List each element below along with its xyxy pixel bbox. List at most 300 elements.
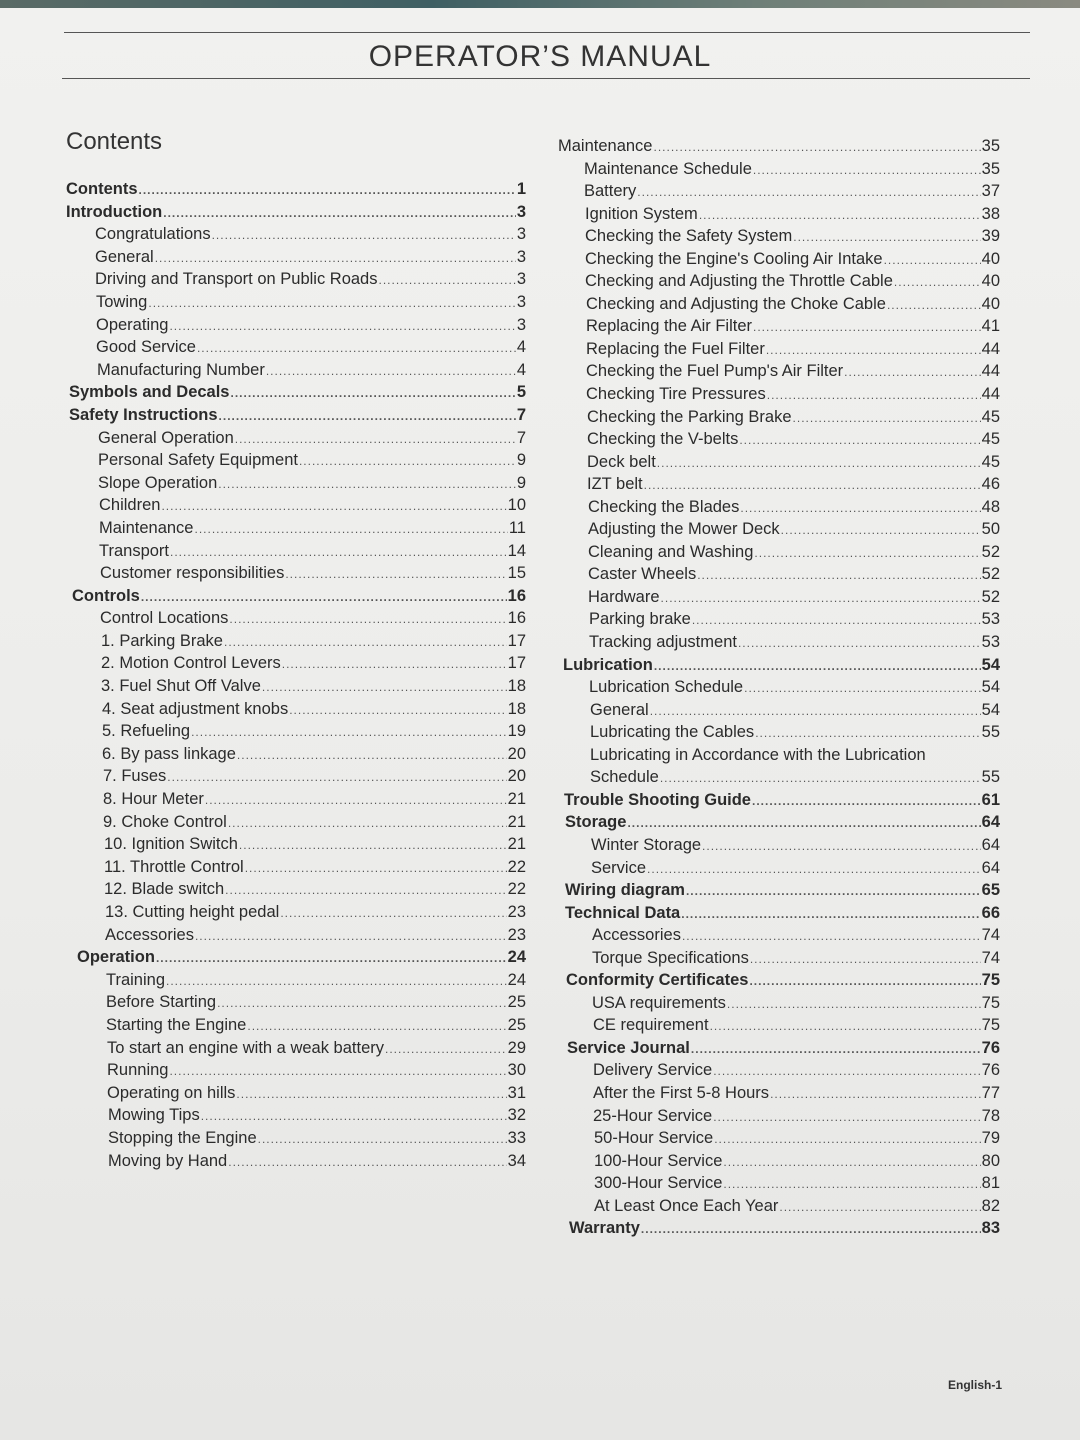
toc-entry-page: 44 bbox=[981, 385, 1000, 404]
toc-entry-title: Wiring diagram bbox=[565, 881, 685, 900]
toc-dot-leader bbox=[239, 838, 507, 852]
toc-dot-leader bbox=[691, 1042, 981, 1056]
toc-dot-leader bbox=[225, 883, 506, 897]
toc-entry bbox=[558, 475, 1000, 498]
toc-entry bbox=[66, 564, 526, 587]
toc-entry bbox=[558, 926, 1000, 949]
toc-entry-page: 22 bbox=[507, 857, 526, 876]
toc-entry-title: Checking the V-belts bbox=[587, 430, 739, 449]
toc-dot-leader bbox=[653, 140, 980, 154]
toc-entry-title: Warranty bbox=[569, 1219, 640, 1238]
toc-entry-title: Maintenance bbox=[99, 518, 194, 537]
toc-entry-title: 50-Hour Service bbox=[594, 1129, 714, 1148]
toc-entry bbox=[66, 1061, 526, 1084]
toc-dot-leader bbox=[148, 296, 515, 310]
toc-entry bbox=[66, 248, 526, 271]
toc-entry-title: Introduction bbox=[66, 202, 163, 221]
toc-entry bbox=[558, 836, 1000, 859]
toc-entry bbox=[66, 813, 526, 836]
toc-entry-page: 48 bbox=[981, 497, 1000, 516]
toc-entry bbox=[558, 250, 1000, 273]
toc-entry-page: 1 bbox=[516, 180, 526, 198]
toc-entry-title: Checking and Adjusting the Choke Cable bbox=[586, 294, 886, 313]
toc-entry-page: 30 bbox=[507, 1061, 526, 1080]
toc-entry-page: 25 bbox=[507, 993, 526, 1012]
toc-entry-title: 11. Throttle Control bbox=[104, 857, 244, 876]
toc-entry-page: 66 bbox=[981, 903, 1000, 922]
toc-entry-page: 41 bbox=[981, 317, 1000, 336]
toc-dot-leader bbox=[650, 704, 981, 718]
toc-entry-page: 23 bbox=[507, 925, 526, 944]
toc-dot-leader bbox=[258, 1132, 507, 1146]
toc-entry bbox=[558, 881, 1000, 904]
toc-entry-title: 10. Ignition Switch bbox=[104, 835, 238, 854]
toc-entry bbox=[66, 406, 526, 429]
toc-entry bbox=[558, 385, 1000, 408]
toc-entry-page: 7 bbox=[516, 405, 526, 424]
toc-entry-page: 21 bbox=[507, 812, 526, 831]
toc-entry-page: 35 bbox=[981, 159, 1000, 178]
toc-dot-leader bbox=[661, 591, 981, 605]
toc-entry bbox=[66, 835, 526, 858]
toc-dot-leader bbox=[702, 839, 981, 853]
toc-entry-page: 19 bbox=[507, 722, 526, 741]
toc-dot-leader bbox=[740, 501, 980, 515]
toc-entry bbox=[558, 971, 1000, 994]
toc-entry bbox=[66, 519, 526, 542]
toc-entry bbox=[558, 746, 1000, 769]
toc-entry-title: Technical Data bbox=[565, 903, 681, 922]
toc-entry-title: Starting the Engine bbox=[106, 1015, 247, 1034]
toc-dot-leader bbox=[139, 183, 516, 197]
toc-entry bbox=[558, 520, 1000, 543]
toc-entry-page: 40 bbox=[981, 249, 1000, 268]
toc-entry bbox=[558, 994, 1000, 1017]
toc-entry-title: Winter Storage bbox=[591, 835, 702, 854]
toc-entry-title: Replacing the Air Filter bbox=[586, 317, 752, 336]
toc-entry bbox=[66, 790, 526, 813]
toc-entry bbox=[558, 1061, 1000, 1084]
toc-dot-leader bbox=[230, 386, 515, 400]
toc-dot-leader bbox=[236, 1087, 506, 1101]
toc-entry-title: Operating on hills bbox=[107, 1083, 236, 1102]
toc-dot-leader bbox=[887, 298, 981, 312]
toc-dot-leader bbox=[378, 273, 515, 287]
toc-entry-title: Storage bbox=[565, 813, 627, 832]
toc-dot-leader bbox=[191, 725, 507, 739]
toc-entry-page: 53 bbox=[981, 610, 1000, 629]
toc-entry-title: Controls bbox=[72, 586, 140, 605]
toc-dot-leader bbox=[699, 208, 981, 222]
toc-dot-leader bbox=[285, 567, 506, 581]
toc-dot-leader bbox=[793, 230, 980, 244]
toc-dot-leader bbox=[657, 456, 981, 470]
toc-entry-page: 3 bbox=[516, 225, 526, 244]
toc-entry-page: 3 bbox=[516, 202, 526, 221]
toc-entry-page: 16 bbox=[507, 609, 526, 628]
toc-entry bbox=[66, 496, 526, 519]
toc-entry bbox=[66, 293, 526, 316]
toc-entry bbox=[558, 610, 1000, 633]
toc-entry bbox=[66, 971, 526, 994]
toc-entry-page: 10 bbox=[507, 496, 526, 515]
toc-dot-leader bbox=[750, 952, 981, 966]
toc-entry-page: 14 bbox=[507, 541, 526, 560]
toc-dot-leader bbox=[754, 546, 980, 560]
toc-entry-title: Trouble Shooting Guide bbox=[564, 790, 751, 809]
toc-entry-title: 5. Refueling bbox=[102, 722, 191, 741]
toc-entry bbox=[558, 791, 1000, 814]
toc-dot-leader bbox=[697, 568, 980, 582]
toc-entry-title: Customer responsibilities bbox=[100, 564, 285, 583]
toc-entry-title: Congratulations bbox=[95, 225, 211, 244]
toc-entry-title: General Operation bbox=[98, 428, 234, 447]
toc-dot-leader bbox=[884, 253, 981, 267]
toc-entry-title: Torque Specifications bbox=[592, 948, 749, 967]
toc-entry-page: 76 bbox=[981, 1038, 1000, 1057]
toc-entry-title: 13. Cutting height pedal bbox=[105, 903, 280, 921]
toc-entry bbox=[66, 203, 526, 226]
toc-entry-page: 23 bbox=[507, 903, 526, 921]
toc-dot-leader bbox=[713, 1110, 980, 1124]
toc-entry-title: 7. Fuses bbox=[103, 767, 167, 786]
toc-entry bbox=[558, 565, 1000, 588]
toc-entry bbox=[66, 880, 526, 903]
toc-entry-title: Operating bbox=[96, 315, 169, 334]
toc-entry bbox=[558, 723, 1000, 746]
toc-dot-leader bbox=[266, 364, 516, 378]
toc-entry bbox=[558, 182, 1000, 205]
toc-entry-page: 3 bbox=[516, 292, 526, 311]
manual-title: OPERATOR’S MANUAL bbox=[368, 40, 712, 73]
toc-entry-title: Caster Wheels bbox=[588, 565, 697, 584]
toc-entry-page: 79 bbox=[981, 1129, 1000, 1148]
toc-entry-title: Replacing the Fuel Filter bbox=[586, 339, 765, 358]
toc-entry-title: Running bbox=[107, 1061, 169, 1080]
toc-dot-leader bbox=[752, 794, 981, 808]
toc-entry-title: Checking the Engine's Cooling Air Intake bbox=[585, 249, 883, 268]
toc-entry-page: 20 bbox=[507, 767, 526, 786]
toc-dot-leader bbox=[686, 884, 981, 898]
toc-entry bbox=[558, 453, 1000, 476]
toc-entry-page: 18 bbox=[507, 677, 526, 696]
toc-dot-leader bbox=[682, 929, 981, 943]
toc-entry-title: Checking the Fuel Pump's Air Filter bbox=[586, 362, 844, 381]
toc-entry-title: General bbox=[95, 247, 154, 266]
toc-entry bbox=[66, 338, 526, 361]
toc-entry bbox=[558, 859, 1000, 882]
toc-entry bbox=[558, 1219, 1000, 1242]
toc-entry-page: 55 bbox=[981, 723, 1000, 742]
toc-entry bbox=[558, 408, 1000, 431]
toc-entry bbox=[558, 430, 1000, 453]
toc-entry bbox=[558, 588, 1000, 611]
toc-entry bbox=[558, 656, 1000, 679]
toc-entry-page: 61 bbox=[981, 790, 1000, 809]
toc-entry-page: 11 bbox=[508, 518, 526, 537]
toc-dot-leader bbox=[385, 1042, 507, 1056]
toc-entry bbox=[66, 1129, 526, 1152]
toc-entry-page: 17 bbox=[507, 631, 526, 650]
toc-dot-leader bbox=[738, 636, 981, 650]
toc-dot-leader bbox=[749, 974, 980, 988]
toc-entry-title: 6. By pass linkage bbox=[102, 744, 236, 763]
toc-dot-leader bbox=[237, 748, 507, 762]
toc-dot-leader bbox=[141, 590, 507, 604]
toc-entry-page: 24 bbox=[507, 948, 526, 967]
toc-entry bbox=[66, 632, 526, 655]
toc-dot-leader bbox=[161, 499, 506, 513]
toc-entry-page: 54 bbox=[981, 700, 1000, 719]
toc-entry-page: 15 bbox=[507, 564, 526, 583]
toc-entry bbox=[66, 361, 526, 384]
toc-entry bbox=[66, 429, 526, 452]
toc-entry-title: After the First 5-8 Hours bbox=[593, 1083, 770, 1102]
toc-dot-leader bbox=[299, 454, 516, 468]
toc-entry bbox=[66, 270, 526, 293]
toc-left-column bbox=[66, 180, 526, 1174]
page-number-footer: English-1 bbox=[947, 1378, 1002, 1392]
toc-entry bbox=[66, 1016, 526, 1039]
header-rule-bottom bbox=[62, 78, 1030, 79]
toc-dot-leader bbox=[166, 974, 507, 988]
toc-entry bbox=[558, 1174, 1000, 1197]
toc-dot-leader bbox=[218, 477, 516, 491]
toc-dot-leader bbox=[727, 997, 981, 1011]
toc-entry-page: 45 bbox=[981, 407, 1000, 426]
toc-entry-title: 25-Hour Service bbox=[593, 1106, 713, 1125]
toc-entry-page: 24 bbox=[507, 970, 526, 989]
toc-entry-title: General bbox=[590, 700, 649, 719]
toc-entry-title: Service Journal bbox=[567, 1038, 690, 1057]
toc-entry-page: 80 bbox=[981, 1151, 1000, 1170]
toc-dot-leader bbox=[289, 703, 506, 717]
toc-dot-leader bbox=[681, 907, 980, 921]
toc-entry-page: 83 bbox=[981, 1219, 1000, 1238]
toc-entry bbox=[66, 677, 526, 700]
photo-edge-strip bbox=[0, 0, 1080, 8]
toc-entry-title: Symbols and Decals bbox=[69, 383, 230, 402]
toc-entry bbox=[66, 587, 526, 610]
toc-dot-leader bbox=[844, 365, 980, 379]
toc-entry-page: 54 bbox=[981, 655, 1000, 674]
toc-entry bbox=[66, 722, 526, 745]
toc-entry-title: Slope Operation bbox=[98, 473, 218, 492]
toc-dot-leader bbox=[156, 951, 507, 965]
toc-dot-leader bbox=[644, 478, 981, 492]
toc-entry-title: Tracking adjustment bbox=[589, 633, 737, 652]
toc-entry-page: 9 bbox=[516, 473, 526, 492]
toc-entry-page: 52 bbox=[981, 542, 1000, 561]
toc-entry bbox=[66, 903, 526, 926]
toc-entry bbox=[558, 949, 1000, 972]
toc-dot-leader bbox=[262, 680, 507, 694]
toc-entry bbox=[558, 701, 1000, 724]
toc-entry bbox=[66, 993, 526, 1016]
toc-entry-title: Personal Safety Equipment bbox=[98, 451, 298, 470]
toc-entry-title: Checking and Adjusting the Throttle Cable bbox=[585, 272, 893, 291]
toc-entry-page: 81 bbox=[981, 1174, 1000, 1193]
toc-entry bbox=[66, 474, 526, 497]
toc-entry-page: 77 bbox=[981, 1083, 1000, 1102]
toc-entry bbox=[558, 205, 1000, 228]
toc-entry bbox=[66, 451, 526, 474]
toc-entry bbox=[66, 858, 526, 881]
toc-dot-leader bbox=[739, 433, 980, 447]
toc-entry-page: 37 bbox=[981, 182, 1000, 201]
toc-entry-page: 25 bbox=[507, 1015, 526, 1034]
toc-dot-leader bbox=[229, 612, 506, 626]
toc-dot-leader bbox=[637, 185, 980, 199]
toc-dot-leader bbox=[197, 341, 516, 355]
toc-dot-leader bbox=[235, 432, 516, 446]
toc-entry bbox=[66, 926, 526, 949]
toc-entry-page: 31 bbox=[507, 1083, 526, 1102]
toc-entry-title: Delivery Service bbox=[593, 1061, 713, 1080]
toc-entry-page: 33 bbox=[507, 1128, 526, 1147]
toc-entry bbox=[558, 227, 1000, 250]
toc-entry-page: 54 bbox=[981, 678, 1000, 697]
toc-entry-title: Parking brake bbox=[589, 610, 691, 629]
toc-dot-leader bbox=[744, 681, 981, 695]
toc-dot-leader bbox=[282, 657, 507, 671]
toc-entry bbox=[66, 180, 526, 203]
toc-entry-title: Maintenance bbox=[558, 137, 653, 155]
toc-dot-leader bbox=[169, 1064, 506, 1078]
toc-entry-page: 7 bbox=[516, 428, 526, 447]
toc-dot-leader bbox=[195, 929, 507, 943]
toc-entry bbox=[558, 160, 1000, 183]
toc-dot-leader bbox=[660, 771, 981, 785]
toc-entry-page: 76 bbox=[981, 1061, 1000, 1080]
toc-entry bbox=[66, 1084, 526, 1107]
toc-entry-page: 5 bbox=[516, 383, 526, 402]
toc-entry-page: 40 bbox=[981, 294, 1000, 313]
contents-heading: Contents bbox=[66, 128, 163, 155]
toc-entry bbox=[558, 768, 1000, 791]
toc-entry-title: Conformity Certificates bbox=[566, 971, 749, 990]
toc-entry-title: Hardware bbox=[588, 587, 660, 606]
toc-dot-leader bbox=[194, 522, 507, 536]
toc-dot-leader bbox=[167, 770, 506, 784]
toc-entry bbox=[558, 1084, 1000, 1107]
toc-entry-page: 64 bbox=[981, 813, 1000, 832]
toc-entry-page: 74 bbox=[981, 948, 1000, 967]
toc-entry bbox=[558, 1129, 1000, 1152]
toc-entry-page: 50 bbox=[981, 520, 1000, 539]
toc-dot-leader bbox=[753, 163, 981, 177]
toc-entry bbox=[66, 948, 526, 971]
toc-entry-title: Service bbox=[591, 858, 647, 877]
toc-entry-title: Driving and Transport on Public Roads bbox=[95, 270, 378, 289]
toc-entry-page: 39 bbox=[981, 227, 1000, 246]
toc-entry-title: Moving by Hand bbox=[108, 1151, 228, 1170]
toc-entry-page: 20 bbox=[507, 744, 526, 763]
toc-entry-title: Checking the Parking Brake bbox=[587, 407, 792, 426]
header-rule-top bbox=[64, 32, 1030, 33]
toc-entry bbox=[558, 362, 1000, 385]
toc-entry-page: 64 bbox=[981, 835, 1000, 854]
toc-entry bbox=[558, 1197, 1000, 1220]
toc-entry-title: Mowing Tips bbox=[108, 1106, 200, 1125]
toc-dot-leader bbox=[713, 1064, 980, 1078]
toc-dot-leader bbox=[647, 862, 981, 876]
toc-dot-leader bbox=[224, 635, 507, 649]
toc-entry bbox=[558, 1152, 1000, 1175]
toc-entry-page: 45 bbox=[981, 430, 1000, 449]
toc-dot-leader bbox=[247, 1019, 506, 1033]
manual-page bbox=[0, 8, 1080, 1440]
toc-entry-title: Good Service bbox=[96, 338, 196, 357]
toc-dot-leader bbox=[228, 1155, 506, 1169]
toc-dot-leader bbox=[228, 816, 507, 830]
toc-entry-page: 52 bbox=[981, 565, 1000, 584]
toc-dot-leader bbox=[641, 1222, 981, 1236]
toc-dot-leader bbox=[894, 275, 981, 289]
toc-entry-title: 8. Hour Meter bbox=[103, 790, 204, 809]
toc-entry-page: 64 bbox=[981, 858, 1000, 877]
toc-entry-title: Accessories bbox=[592, 926, 681, 945]
toc-entry-page: 65 bbox=[981, 881, 1000, 900]
toc-entry-page: 32 bbox=[507, 1106, 526, 1125]
toc-entry-page: 35 bbox=[981, 137, 1000, 155]
toc-entry-page: 22 bbox=[507, 880, 526, 899]
toc-entry-page: 4 bbox=[516, 338, 526, 357]
toc-entry-title: Operation bbox=[77, 948, 155, 967]
toc-dot-leader bbox=[219, 409, 516, 423]
toc-entry-page: 55 bbox=[981, 768, 1000, 787]
toc-entry-title: Transport bbox=[99, 541, 169, 560]
toc-entry bbox=[66, 1039, 526, 1062]
toc-entry bbox=[558, 295, 1000, 318]
toc-entry-title: Schedule bbox=[590, 768, 659, 787]
toc-entry-page: 34 bbox=[507, 1151, 526, 1170]
toc-entry-title: Adjusting the Mower Deck bbox=[588, 520, 780, 539]
toc-dot-leader bbox=[710, 1019, 981, 1033]
toc-entry-title: Lubrication bbox=[563, 655, 653, 674]
toc-entry-page: 44 bbox=[981, 362, 1000, 381]
toc-entry bbox=[558, 543, 1000, 566]
toc-entry-page: 16 bbox=[507, 586, 526, 605]
toc-entry bbox=[66, 609, 526, 632]
toc-dot-leader bbox=[163, 206, 516, 220]
toc-entry-page: 17 bbox=[507, 654, 526, 673]
toc-entry-title: Training bbox=[106, 970, 165, 989]
toc-entry-title: Control Locations bbox=[100, 609, 229, 628]
toc-entry-title: Cleaning and Washing bbox=[588, 542, 754, 561]
toc-entry-title: Lubrication Schedule bbox=[589, 678, 744, 697]
toc-entry-title: Manufacturing Number bbox=[97, 360, 265, 379]
toc-entry-title: Safety Instructions bbox=[69, 405, 218, 424]
toc-entry-page: 46 bbox=[981, 475, 1000, 494]
toc-dot-leader bbox=[169, 319, 515, 333]
toc-entry-title: At Least Once Each Year bbox=[594, 1196, 779, 1215]
toc-dot-leader bbox=[793, 411, 981, 425]
toc-entry bbox=[558, 317, 1000, 340]
toc-entry-title: Children bbox=[99, 496, 161, 515]
toc-entry-title: Lubricating in Accordance with the Lubrication bbox=[590, 745, 926, 764]
toc-entry bbox=[558, 633, 1000, 656]
toc-entry-page: 52 bbox=[981, 587, 1000, 606]
toc-dot-leader bbox=[627, 816, 980, 830]
toc-entry bbox=[558, 498, 1000, 521]
toc-entry-page: 38 bbox=[981, 204, 1000, 223]
toc-dot-leader bbox=[770, 1087, 981, 1101]
toc-dot-leader bbox=[654, 659, 981, 673]
toc-entry-title: 2. Motion Control Levers bbox=[101, 654, 281, 673]
toc-dot-leader bbox=[723, 1155, 980, 1169]
toc-entry bbox=[558, 813, 1000, 836]
